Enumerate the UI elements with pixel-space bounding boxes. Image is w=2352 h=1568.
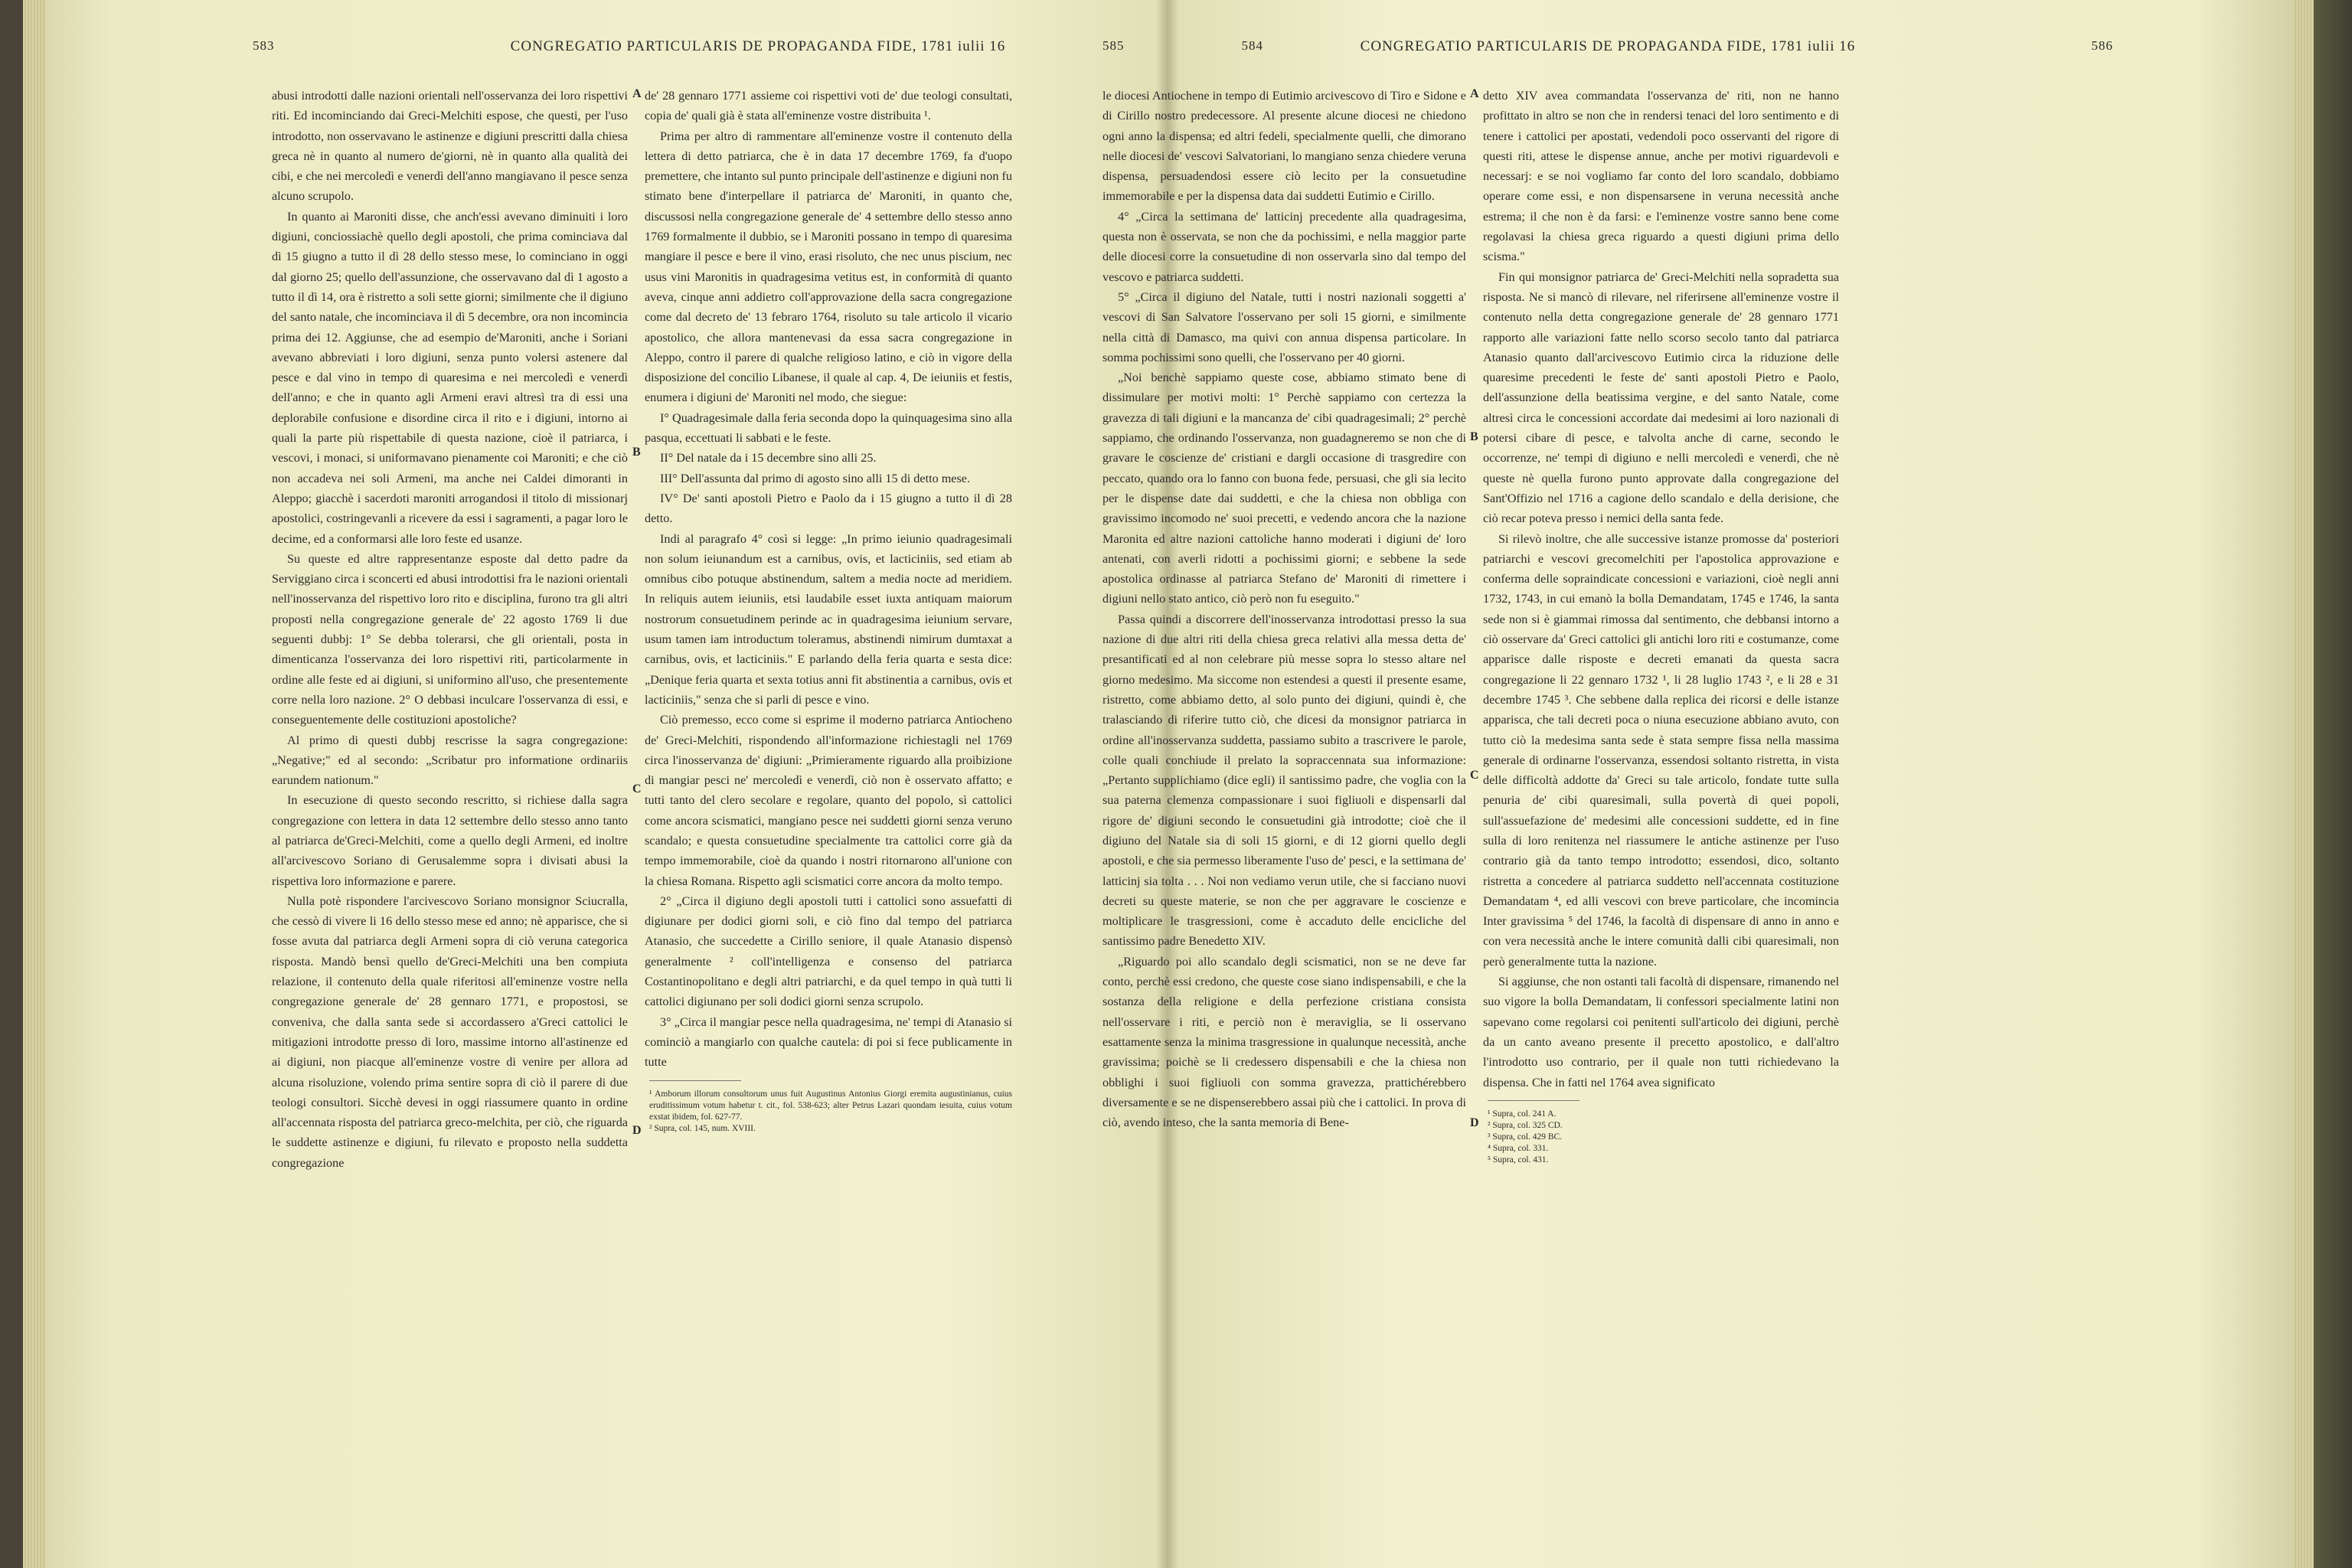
book-binding (2314, 0, 2352, 1568)
section-marker-b: B (632, 446, 641, 459)
column-number-left: 585 (1102, 38, 1125, 53)
paragraph: abusi introdotti dalle nazioni orientali nell'osservanza dei loro rispettivi riti. Ed incominciando dai Greci-Melchiti espose, che questi, per l'uso introdotto, non osservavano le astinenze e digiuni prescritti dalla chiesa greca nè in quanto al numero de'giorni, nè in quanto alla qualità dei cibi, e che nei mercoledì e venerdì dell'anno mangiavano il pesce senza alcuno scrupolo. (272, 89, 628, 204)
footnote: ² Supra, col. 325 CD. (1488, 1120, 1563, 1130)
paragraph: Nulla potè rispondere l'arcivescovo Soriano monsignor Sciucralla, che cessò di vivere li 16 dello stesso mese ed anno; nè apparisce, che si fosse avuta dal patriarca degli Armeni sopra di ciò veruna categorica risposta. Mandò bensì quello de'Greci-Melchiti una ben compiuta relazione, il contenuto della quale riferitosi all'eminenze vostre nella congregazione generale de' 28 gennaro 1771, e propostosi, se conveniva, che dalla santa sede si accordassero a'Greci cattolici le mitigazioni introdotte presso di loro, massime intorno all'astinenze ed ai digiuni, non piacque all'eminenze vostre di venire per allora ad alcuna risoluzione, volendo prima sentire sopra di ciò il parere di due teologi consultori. Sicchè devesi in oggi riassumere quanto in ordine all'accennata risposta del patriarca greco-melchita, per ciò, che riguarda le suddette astinenze e digiuni, fu rilevato e proposto nella suddetta congregazione (272, 893, 628, 1170)
text-column-left (1102, 86, 1466, 1132)
footnotes (1483, 1109, 1839, 1166)
column-number-right: 586 (2091, 38, 2113, 53)
footnote: ⁴ Supra, col. 331. (1488, 1143, 1549, 1153)
paragraph: III° Dell'assunta dal primo di agosto sino alli 15 di detto mese. (660, 471, 971, 485)
paragraph: IV° De' santi apostoli Pietro e Paolo da i 15 giugno a tutto il dì 28 detto. (645, 491, 1012, 526)
open-book (23, 0, 2312, 1568)
section-marker-b: B (1470, 430, 1478, 443)
paragraph: II° Del natale da i 15 decembre sino alli 25. (660, 451, 877, 466)
footnote: ³ Supra, col. 429 BC. (1488, 1132, 1563, 1142)
paragraph: „Noi benchè sappiamo queste cose, abbiamo stimato bene di dissimulare per motivi molti: 1° Perchè sappiamo con certezza la gravezza di tali digiuni e la mancanza de' cibi quadragesimali; 2° perchè sappiamo, che ordinando l'osservanza, non guadagneremo se non che di gravare le coscienze de' cristiani e dargli occasione di trasgredire con peccato, quando ora lo fanno con buona fede, persuasi, che gli sia lecito per le dispense date dai suddetti, e che la chiesa non obbliga con gravissimo incomodo ne' suoi precetti, e vedendo ancora che la nazione Maronita ed altre nazioni cattoliche hanno moderati i digiuni de' loro antenati, con averli ridotti a pochissimi giorni; e sebbene la sede apostolica ordinasse al patriarca Stefano de' Maroniti di rimettere i digiuni nello stato antico, ciò però non fu eseguito." (1102, 371, 1466, 606)
paragraph: 2° „Circa il digiuno degli apostoli tutti i cattolici sono assuefatti di digiunare per dodici giorni soli, e ciò fino dal tempo del patriarca Atanasio, che succedette a Cirillo seniore, il quale Atanasio dispensò generalmente ² coll'intelligenza e consenso del patriarca Costantinopolitano e degli altri patriarchi, e da quel tempo in quà tutti li cattolici digiunano per soli dodici giorni senza scrupolo. (645, 893, 1012, 1009)
paragraph: I° Quadragesimale dalla feria seconda dopo la quinquagesima sino alla pasqua, eccettuati li sabbati e le feste. (645, 410, 1012, 446)
text-column-right (1483, 86, 1839, 1166)
section-marker-c: C (632, 782, 642, 795)
running-title: CONGREGATIO PARTICULARIS DE PROPAGANDA FIDE, 1781 iulii 16 (510, 38, 1006, 54)
footnote: ¹ Amborum illorum consultorum unus fuit Augustinus Antonius Giorgi eremita augustinianus, cuius eruditissimum votum habetur t. cit., fol. 538-623; alter Petrus Lazari quondam iesuita, cuius votum exstat ibidem, fol. 627-77. (649, 1089, 1012, 1122)
paragraph: Passa quindi a discorrere dell'inosservanza introdottasi presso la sua nazione di due altri riti della chiesa greca relativi alla messa detta de' presantificati ed al non celebrare più messe sopra lo stesso altare nel giorno medesimo. Ma siccome non estendesi a questi il presente esame, ristretto, come abbiamo detto, al solo punto dei digiuni, quindi è, che tralasciando di riferire tutto ciò, che dicesi da monsignor patriarca in ordine all'inosservanza suddetta, passiamo subito a trascrivere le parole, colle quali conchiude il prelato la sopraccennata sua informazione: „Pertanto supplichiamo (dice egli) il santissimo padre, che voglia con la sua paterna clemenza compassionare i suoi figliuoli e dispensarli dal rigore de' digiuni secondo le consuetudini già introdotte; cioè che il digiuno del Natale sia di soli 15 giorni, e di 12 giorni quello degli apostoli, e che sia permesso liberamente l'uso de' pesci, e la settimana de' latticinj sia tolta . . . Noi non vediamo verun utile, che si facciano nuovi decreti su queste materie, se non che per aggravare le coscienze e moltiplicare le trasgressioni, come è accaduto delle encicliche del santissimo padre Benedetto XIV. (1102, 612, 1466, 949)
paragraph: Al primo di questi dubbj rescrisse la sagra congregazione: „Negative;" ed al secondo: „Scribatur pro informatione ordinariis earundem nationum." (272, 733, 628, 788)
paragraph: In quanto ai Maroniti disse, che anch'essi avevano diminuiti i loro digiuni, conciossiachè quello degli apostoli, che prima cominciava dal dì 15 giugno a tutto il dì 28 dello stesso mese, lo cominciano in oggi dal giorno 25; quello dell'assunzione, che osservavano dal dì 1 agosto a tutto il dì 14, ora è ristretto a soli sette giorni; similmente che il digiuno del santo natale, che incominciava il dì 5 decembre, ora non incomincia prima dei 12. Aggiunse, che ad esempio de'Maroniti, anche i Soriani avevano abbreviati i loro digiuni, senza punto volersi astenere dal pesce e dal vino in tempo di quaresima e nei mercoledì e venerdì dell'anno; e che in quanto agli Armeni eravi altresì tra di essi una deplorabile confusione e disordine circa il rito e i digiuni, intorno ai quali la parte più rispettabile di questa nazione, cioè il patriarca, i vescovi, i monaci, si uniformavano pienamente coi Maroniti; e che ciò non accadeva nei soli Armeni, ma anche nei Caldei dimoranti in Aleppo; giacchè i sacerdoti maroniti arrogandosi il titolo di missionarj apostolici, costringevanli a ricevere da essi i sagramenti, a pagar loro le decime, ed a conformarsi alle loro feste ed usanze. (272, 209, 628, 546)
footnote-rule (649, 1080, 741, 1081)
footnote: ¹ Supra, col. 241 A. (1488, 1109, 1557, 1119)
paragraph: detto XIV avea commandata l'osservanza de' riti, non ne hanno profittato in altro se non che in rendersi tenaci del loro sentimento e di tenere i cattolici per apostati, vedendoli poco osservanti del rigore di questi riti, attese le dispense annue, anche per motivi riguardevoli e necessarj: e se noi vogliamo far conto del loro scandalo, dobbiamo operare come essi, e non dispensarsene in veruna necessità anche estrema; il che non è da farsi: e l'eminenze vostre sanno bene come regolavasi la chiesa greca riguardo a questi digiuni prima dello scisma." (1483, 89, 1839, 264)
running-header (1102, 38, 2113, 61)
paragraph: le diocesi Antiochene in tempo di Eutimio arcivescovo di Tiro e Sidone e di Cirillo nostro predecessore. Al presente alcune diocesi ne chiedono ogni anno la dispensa; ed altri fedeli, specialmente quelli, che dimorano nelle diocesi de' vescovi Salvatoriani, lo mangiano senza chiedere veruna dispensa, persuadendosi essere ciò lecito per la consuetudine immemorabile e per la dispensa data dai suddetti Eutimio e Cirillo. (1102, 89, 1466, 204)
paragraph: Si rilevò inoltre, che alle successive istanze promosse da' posteriori patriarchi e vescovi grecomelchiti per l'apostolica approvazione e conferma delle sopraindicate concessioni e variazioni, cioè negli anni 1732, 1743, in cui emanò la bolla Demandatam, 1745 e 1746, la santa sede non si è giammai rimossa dal sentimento, che debbansi intorno a ciò osservare da' Greci cattolici gli antichi loro riti e costumanze, come apparisce dalle risposte e decreti emanati da questa sacra congregazione li 22 gennaro 1732 ¹, li 28 luglio 1743 ², e li 28 e 31 decembre 1745 ³. Che sebbene dalla replica dei ricorsi e delle istanze apparisca, che tali decreti poca o niuna esecuzione abbiano avuto, con tutto ciò la medesima santa sede è stata sempre fissa nella massima generale di ordinarne l'osservanza, essendosi soltanto ristretta, in vista delle difficoltà addotte da' Greci su tale articolo, fondate tutte sulla penuria de' cibi quaresimali, sulla povertà di quei popoli, sull'assuefazione de' medesimi alle concessioni suddette, ed in fine sulla di loro renitenza nel riassumere le antiche astinenze per l'uso contrario già da tanto tempo introdotto; essendosi, dico, soltanto ristretta a concedere al patriarca suddetto nell'accennata costituzione Demandatam ⁴, ed alli vescovi con breve particolare, che incomincia Inter gravissima ⁵ del 1746, la facoltà di dispensare di anno in anno e con vera necessità anche le intere comunità dalli cibi quaresimali, non però generalmente tutta la nazione. (1483, 531, 1839, 969)
text-column-left (272, 86, 628, 1173)
section-marker-a: A (632, 87, 642, 100)
paragraph: 4° „Circa la settimana de' latticinj precedente alla quadragesima, questa non è osservata, se non che da pochissimi, e nella maggior parte delle diocesi corre la consuetudine di non osservarla sino dal tempo del vescovo e patriarca suddetti. (1102, 209, 1466, 284)
paragraph: In esecuzione di questo secondo rescritto, si richiese dalla sagra congregazione con lettera in data 12 settembre dello stesso anno tanto al patriarca de'Greci-Melchiti, come a quello degli Armeni, ed inoltre all'arcivescovo Soriano di Gerusalemme sopra i divisati abusi la rispettiva loro informazione e parere. (272, 793, 628, 888)
paragraph: Ciò premesso, ecco come si esprime il moderno patriarca Antiocheno de' Greci-Melchiti, rispondendo all'informazione richiestagli nel 1769 circa l'inosservanza de' digiuni: „Primieramente riguardo alla proibizione di mangiar pesci ne' mercoledì e venerdì, ciò non è osservato affatto; e tutti tanto del clero secolare e regolare, quanto del popolo, sì cattolici come ancora scismatici, mangiano pesce nei suddetti giorni senza veruno scandalo; e questa consuetudine specialmente tra cattolici corre già da tempo immemorabile, cioè da quando i nostri ritornarono all'unione con la chiesa Romana. Rispetto agli scismatici corre ancora da molto tempo. (645, 713, 1012, 888)
section-marker-d: D (632, 1124, 642, 1137)
right-page (1102, 0, 2113, 1568)
paragraph: Su queste ed altre rappresentanze esposte dal detto padre da Serviggiano circa i sconcerti ed abusi introdottisi fra le nazioni orientali nell'inosservanza del rispettivo loro rito e disciplina, furono tra gli altri proposti nella congregazione generale de' 22 agosto 1769 li due seguenti dubbj: 1° Se debba tolerarsi, che gli orientali, posta in dimenticanza l'osservanza dei loro rispettivi riti, particolarmente in ordine alle feste ed ai digiuni, si uniformino all'uso, che presentemente corre nella loro nazione. 2° O debbasi inculcare l'osservanza di essi, e conseguentemente delle costituzioni apostoliche? (272, 551, 628, 727)
text-column-right (645, 86, 1012, 1135)
paragraph: Indi al paragrafo 4° così si legge: „In primo ieiunio quadragesimali non solum ieiunandum est a carnibus, ovis, et lacticiniis, sed etiam ab omnibus cibo potuque abstinendum, saltem a media nocte ad meridiem. In reliquis autem ieiuniis, etsi laudabile esset iuxta antiquam maiorum nostrorum consuetudinem perinde ac in quadragesima ieiunium servare, usum tamen iam introductum toleramus, abstinendi nimirum dumtaxat a carnibus, ovis, et lacticiniis." E parlando della feria quarta e sesta dice: „Denique feria quarta et sexta totius anni fit abstinentia a carnibus, ovis et lacticiniis," senza che si parli di pesce e vino. (645, 531, 1012, 707)
column-number-left: 583 (253, 38, 275, 53)
paragraph: 3° „Circa il mangiar pesce nella quadragesima, ne' tempi di Atanasio si cominciò a mangiarlo con qualche cautela: di poi si fece publicamente in tutte (645, 1014, 1012, 1070)
paragraph: Si aggiunse, che non ostanti tali facoltà di dispensare, rimanendo nel suo vigore la bolla Demandatam, li confessori specialmente latini non sapevano come regolarsi coi penitenti sull'articolo dei digiuni, perchè da un canto aveano presente il precetto apostolico, e dall'altro l'introdotto uso contrario, per il quale non tutti richiedevano la dispensa. Che in fatti nel 1764 avea significato (1483, 975, 1839, 1089)
paragraph: 5° „Circa il digiuno del Natale, tutti i nostri nazionali soggetti a' vescovi di San Salvatore l'osservano per soli 15 giorni, e similmente nella città di Damasco, ma quivi con annua dispensa particolare. In somma pochissimi sono quelli, che l'osservano per 40 giorni. (1102, 289, 1466, 364)
paragraph: „Riguardo poi allo scandalo degli scismatici, non se ne deve far conto, perchè essi credono, che queste cose siano indispensabili, e che la sostanza della religione e della perfezione cristiana consista nell'osservare i riti, e perciò non è meraviglia, se li osservano esattamente senza la minima trasgressione in qualunque necessità, anche gravissima; poichè se li credessero dispensabili e che la chiesa non obblighi i suoi figliuoli con somma gravezza, prattichérebbero diversamente e se ne dispenserebbero assai più che i cattolici. In prova di ciò, avendo inteso, che la santa memoria di Bene- (1102, 954, 1466, 1130)
footnote: ² Supra, col. 145, num. XVIII. (649, 1123, 756, 1133)
column-number-right: 584 (1241, 38, 1263, 53)
paragraph: Prima per altro di rammentare all'eminenze vostre il contenuto della lettera di detto patriarca, che è in data 17 decembre 1769, fa d'uopo premettere, che intanto sul punto principale dell'astinenze e digiuni non fu stimato bene d'interpellare il patriarca de' Maroniti, in quanto che, discussosi nella congregazione generale de' 4 settembre dello stesso anno 1769 formalmente il dubbio, se i Maroniti possano in tempo di quaresima mangiare il pesce e bere il vino, erasi risoluto, che nec unus piscium, nec usus vini Maronitis in quadragesima vetitus est, in conformità di quanto aveva, cinque anni addietro coll'approvazione della sacra congregazione come dal decreto de' 13 febraro 1764, risoluto su tale articolo il vicario apostolico, che allora mantenevasi da essa sacra congregazione in Aleppo, contro il parere di qualche religioso latino, e ciò in vigore della disposizione del concilio Libanese, il quale al cap. 4, De ieiuniis et festis, enumera i digiuni de' Maroniti nel modo, che siegue: (645, 129, 1012, 405)
paragraph: de' 28 gennaro 1771 assieme coi rispettivi voti de' due teologi consultati, copia de' quali già è stata all'eminenze vostre distribuita ¹. (645, 89, 1012, 123)
paragraph: Fin qui monsignor patriarca de' Greci-Melchiti nella sopradetta sua risposta. Ne si mancò di rilevare, nel riferirsene all'eminenze vostre il contenuto nella detta congregazione generale de' 28 gennaro 1771 rapporto alle variazioni fatte nello scorso secolo tanto dal patriarca Atanasio quanto dall'arcivescovo Eutimio circa la riduzione delle quaresime precedenti le feste de' santi apostoli Pietro e Paolo, dell'assunzione della beatissima vergine, e del santo Natale, come altresì circa le concessioni accordate dai medesimi ai loro nazionali di potersi cibare di pesce, e talvolta anche di carne, secondo le occorrenze, ne' tempi di digiuno e nelli mercoledì e venerdì, che nè queste nè quella furono punto approvate dalla congregazione del Sant'Offizio nel 1716 a cagione dello scandalo e della derisione, che ciò recar poteva presso i nemici della santa fede. (1483, 270, 1839, 526)
footnotes (645, 1089, 1012, 1135)
footnote-rule (1488, 1100, 1579, 1101)
section-marker-d: D (1470, 1116, 1479, 1129)
page-edge-left (23, 0, 46, 1568)
running-title: CONGREGATIO PARTICULARIS DE PROPAGANDA FIDE, 1781 iulii 16 (1360, 38, 1856, 54)
section-marker-a: A (1470, 87, 1479, 100)
footnote: ⁵ Supra, col. 431. (1488, 1155, 1549, 1165)
section-marker-c: C (1470, 769, 1479, 782)
